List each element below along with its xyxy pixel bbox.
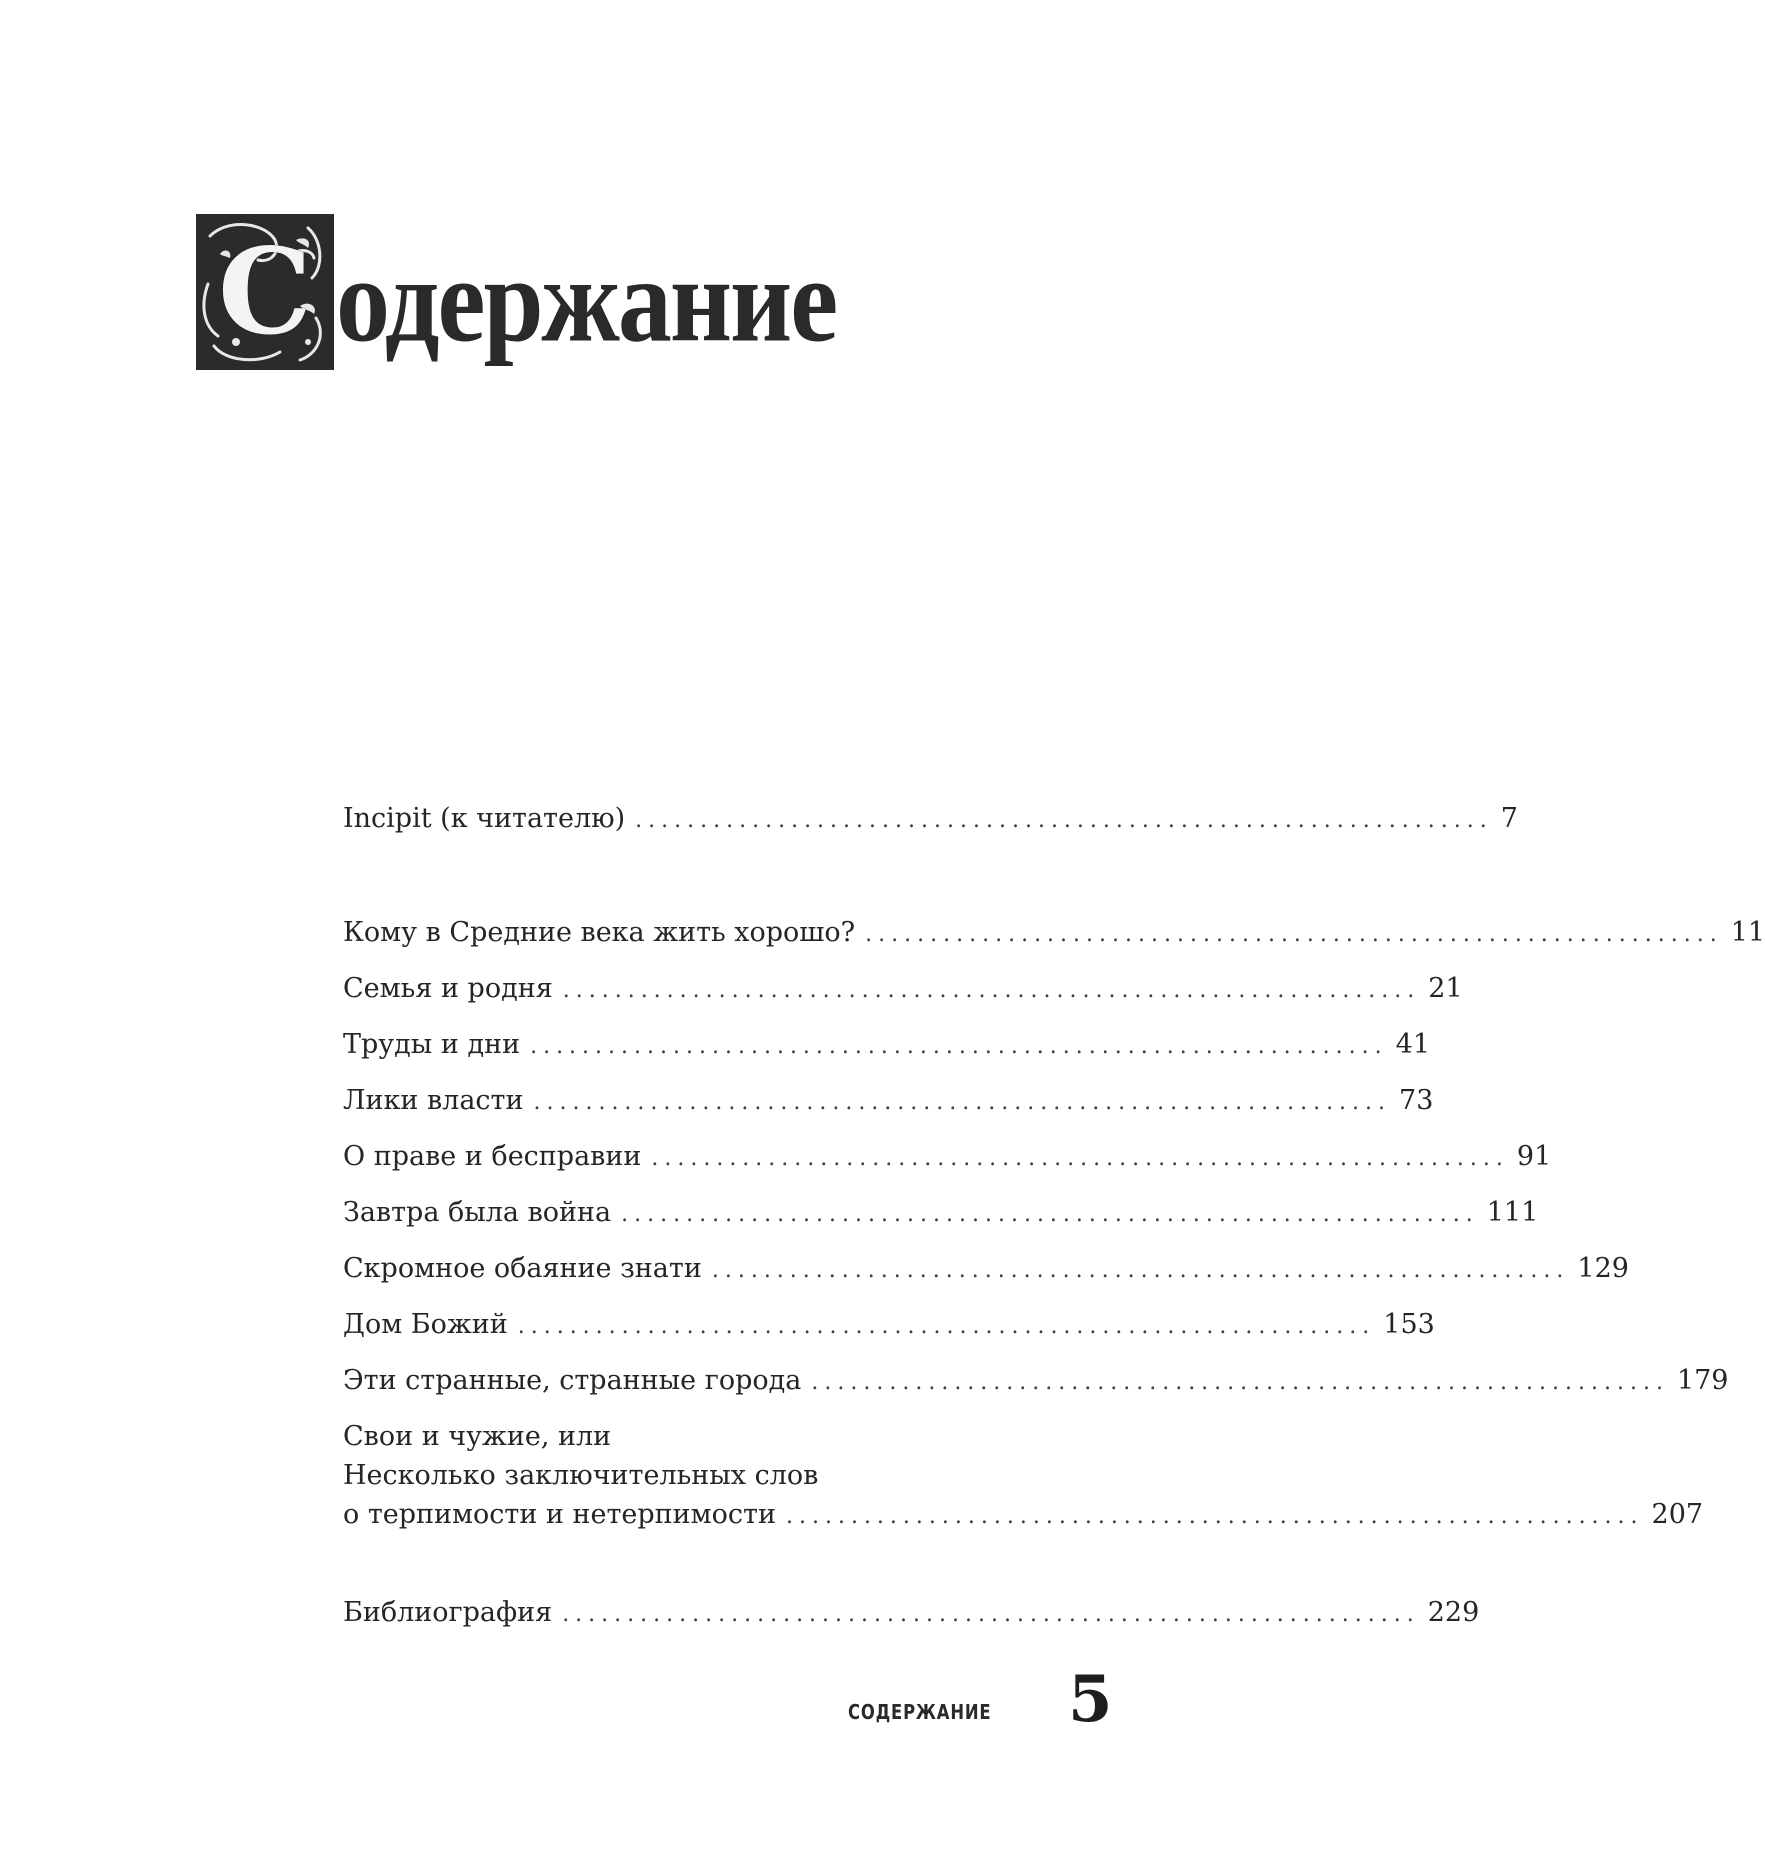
leader-dots: .................................................................. [562,1602,1420,1627]
toc-entry-title: Завтра была война [343,1197,612,1228]
toc-entry-page: 73 [1399,1085,1434,1116]
decorated-initial [196,214,334,370]
leader-dots: .................................................................. [811,1370,1669,1395]
leader-dots: .................................................................. [562,978,1421,1003]
leader-dots: .................................................................. [711,1258,1570,1283]
toc-entry-title: Кому в Средние века жить хорошо? [343,917,856,948]
toc-entry-title: Incipit (к читателю) [343,803,626,834]
running-head: СОДЕРЖАНИЕ [848,1700,992,1724]
toc-entry[interactable] [343,913,1765,954]
leader-dots: .................................................................. [635,808,1493,833]
page-title [196,210,836,370]
toc-entry-title-line: Несколько заключительных слов [343,1460,819,1491]
leader-dots: .................................................................. [530,1034,1388,1059]
toc-entry-page: 21 [1428,973,1463,1004]
toc-entry[interactable] [343,969,1463,1010]
toc-entry[interactable] [343,1137,1552,1178]
page-number: 5 [1068,1662,1113,1737]
leader-dots: .................................................................. [533,1090,1392,1115]
leader-dots: .................................................................. [517,1314,1376,1339]
toc-entry-page: 11 [1730,917,1765,948]
toc-entry-page: 153 [1383,1309,1435,1340]
toc-entry[interactable] [343,1193,1539,1234]
toc-entry-title: Дом Божий [343,1309,508,1340]
toc-entry-title: Эти странные, странные города [343,1365,802,1396]
toc-entry-page: 129 [1577,1253,1629,1284]
leader-dots: .................................................................. [621,1202,1479,1227]
toc-entry[interactable] [343,799,1518,840]
title-text: одержание [336,234,837,368]
toc-entry-page: 207 [1651,1499,1704,1530]
toc-entry-page: 111 [1486,1197,1539,1228]
toc-entry-title: Библиография [343,1597,553,1628]
toc-entry-title-line: Свои и чужие, или [343,1421,612,1452]
toc-entry[interactable] [343,1249,1629,1290]
toc-entry[interactable] [343,1305,1435,1346]
toc-entry[interactable] [343,1417,1704,1536]
toc-entry-title: О праве и бесправии [343,1141,642,1172]
toc-entry-page: 179 [1676,1365,1729,1396]
toc-entry-title: Лики власти [343,1085,524,1116]
toc-entry-page: 7 [1500,803,1518,834]
toc-entry-title: Труды и дни [343,1029,521,1060]
leader-dots: .................................................................. [785,1504,1644,1529]
toc-entry-title: о терпимости и нетерпимости [343,1499,776,1530]
toc-entry-title: Скромное обаяние знати [343,1253,702,1284]
toc-entry-page: 41 [1395,1029,1430,1060]
toc-entry[interactable] [343,1593,1480,1634]
toc-entry[interactable] [343,1081,1434,1122]
leader-dots: .................................................................. [865,922,1723,947]
toc-entry-page: 229 [1427,1597,1480,1628]
toc-entry-page: 91 [1516,1141,1552,1172]
toc-entry[interactable] [343,1025,1430,1066]
toc-entry-title: Семья и родня [343,973,553,1004]
toc-entry[interactable] [343,1361,1729,1402]
initial-letter: С [218,222,312,361]
leader-dots: .................................................................. [651,1146,1509,1171]
